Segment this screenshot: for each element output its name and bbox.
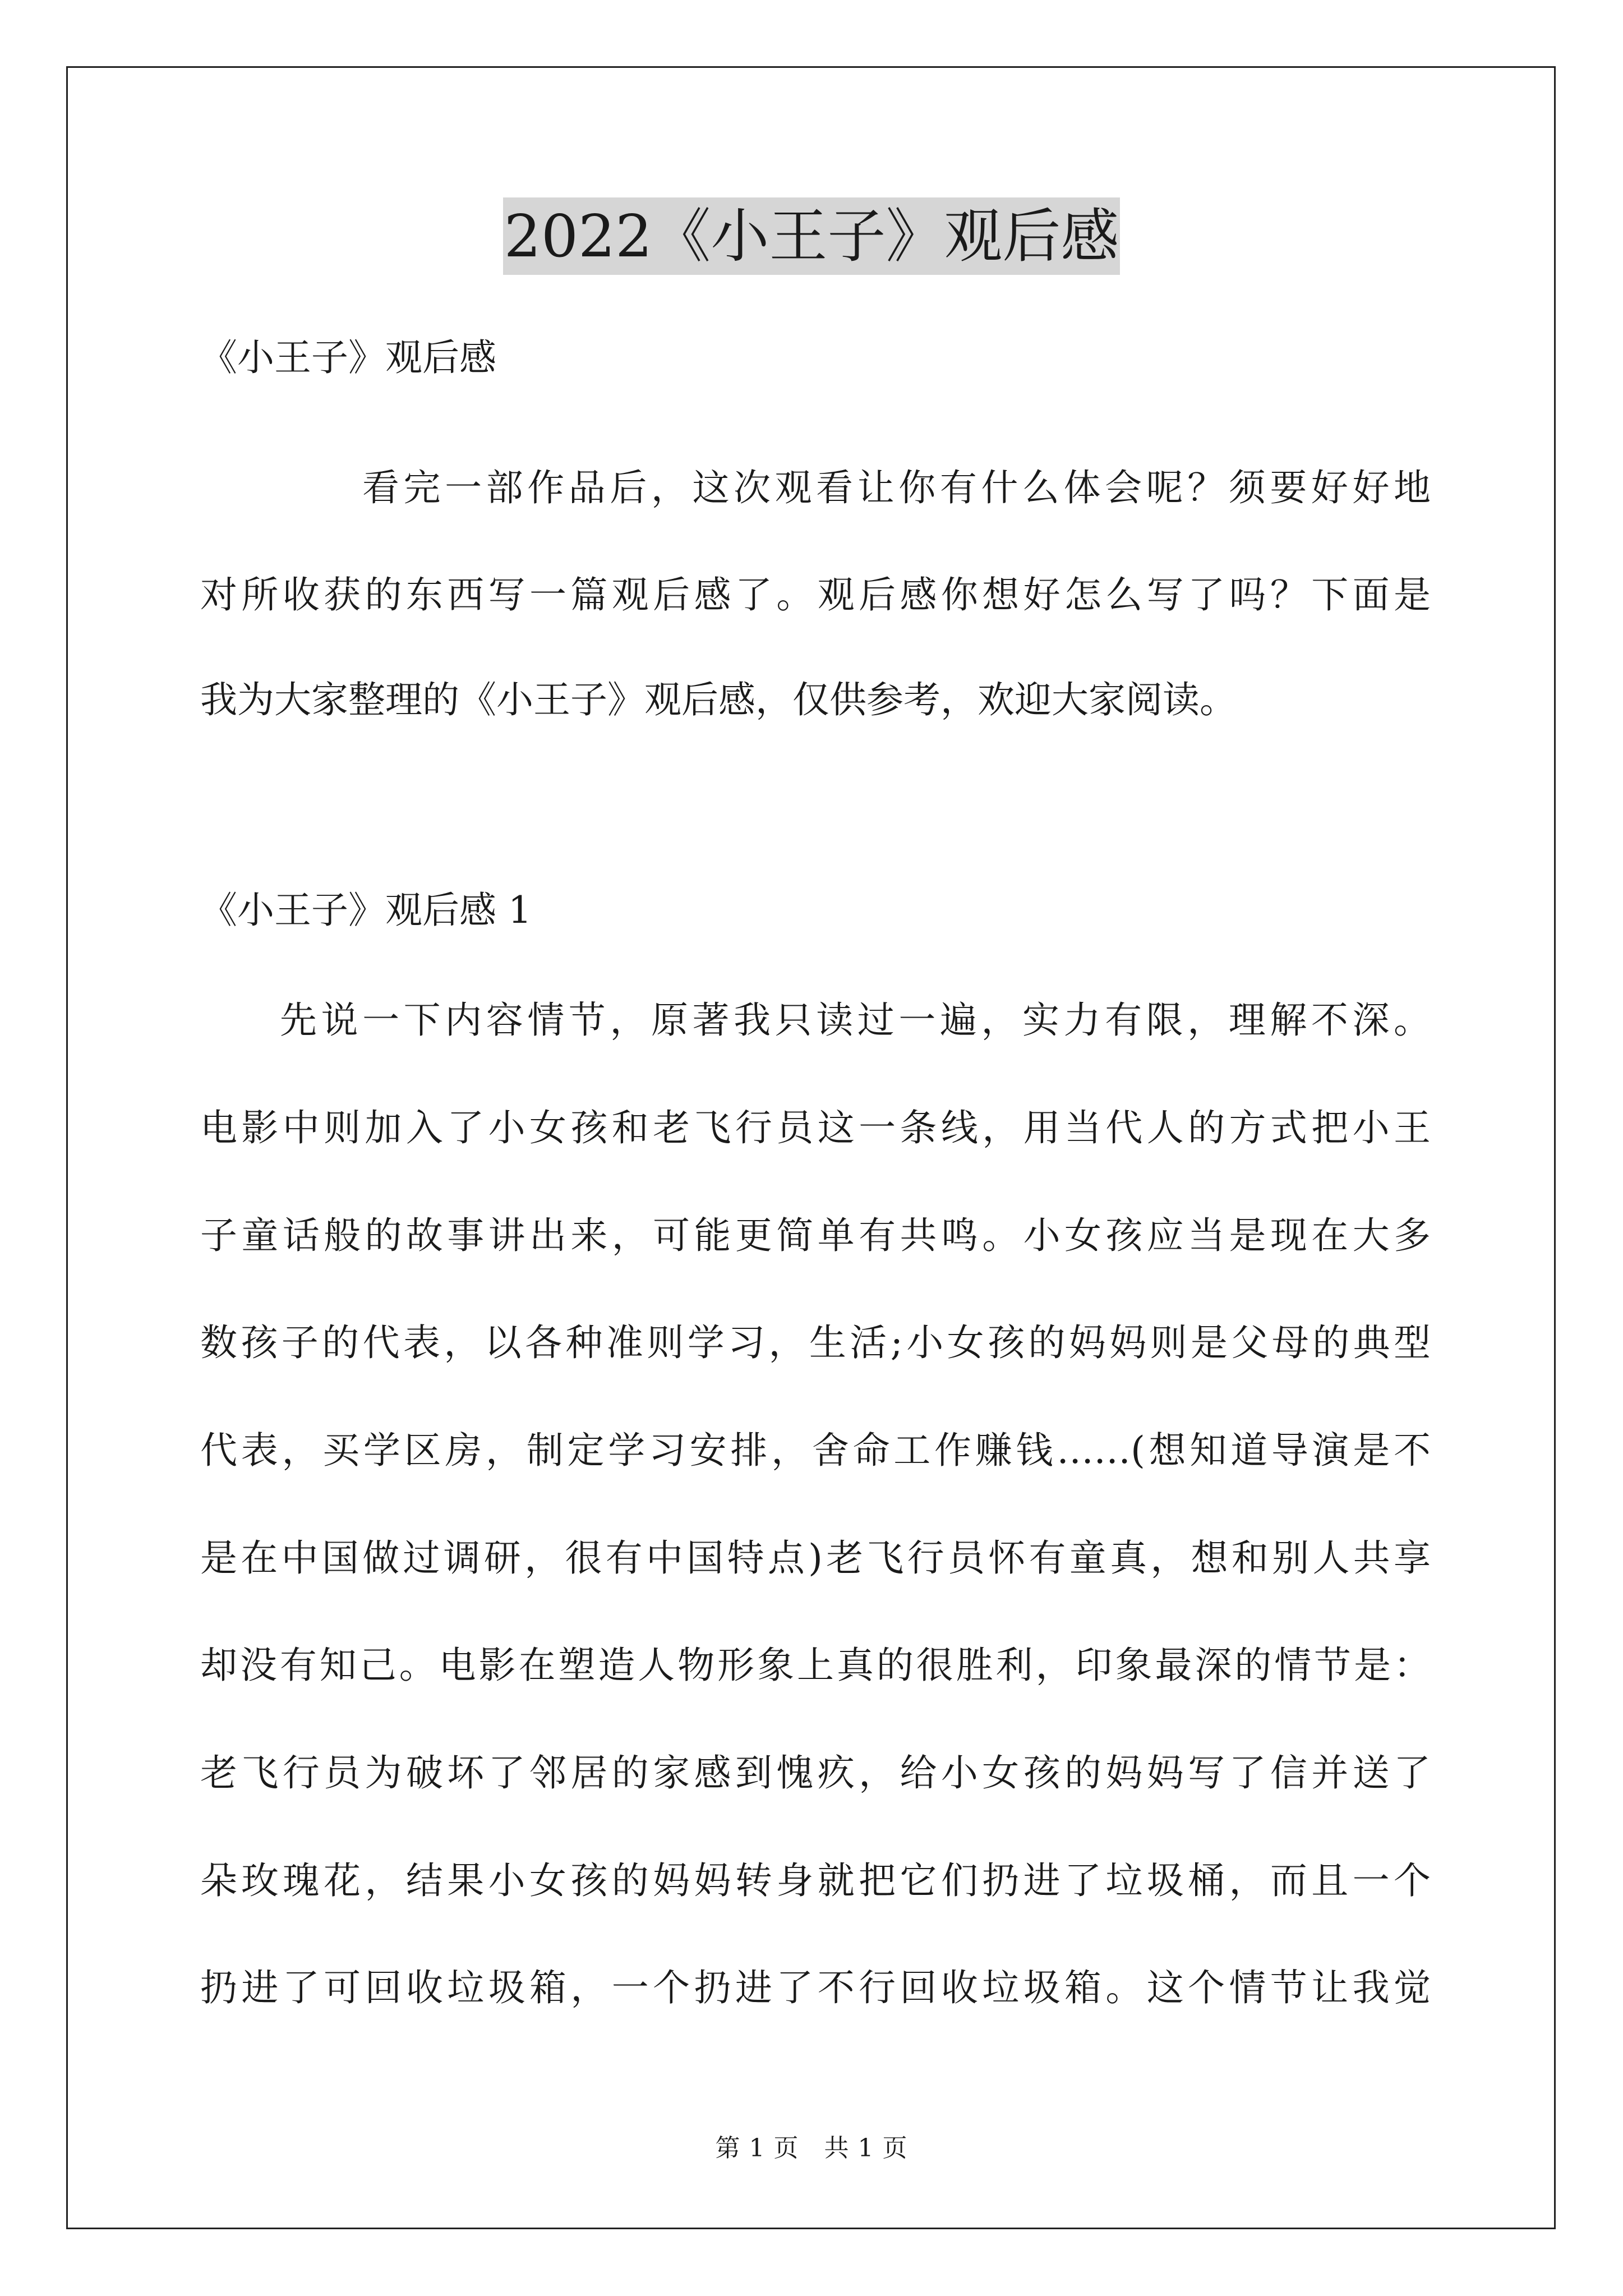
body-line-9: 朵玫瑰花，结果小女孩的妈妈转身就把它们扔进了垃圾桶，而且一个 (200, 1859, 1431, 1902)
intro-line-2: 对所收获的东西写一篇观后感了。观后感你想好怎么写了吗？下面是 (200, 573, 1431, 616)
document-title: 2022《小王子》观后感 (503, 197, 1121, 275)
body-line-6: 是在中国做过调研，很有中国特点)老飞行员怀有童真，想和别人共享 (200, 1536, 1431, 1580)
intro-line-3: 我为大家整理的《小王子》观后感，仅供参考，欢迎大家阅读。 (200, 678, 1237, 721)
title-wrapper (0, 197, 1623, 275)
page-footer: 第 1 页 共 1 页 (715, 2134, 908, 2162)
body-line-1: 先说一下内容情节，原著我只读过一遍，实力有限，理解不深。 (280, 999, 1431, 1042)
section-heading: 《小王子》观后感 1 (200, 889, 532, 932)
intro-line-1: 看完一部作品后，这次观看让你有什么体会呢？须要好好地 (362, 466, 1431, 509)
body-line-2: 电影中则加入了小女孩和老飞行员这一条线，用当代人的方式把小王 (200, 1106, 1431, 1149)
subtitle: 《小王子》观后感 (200, 336, 496, 379)
body-line-8: 老飞行员为破坏了邻居的家感到愧疚，给小女孩的妈妈写了信并送了 (200, 1751, 1431, 1795)
body-line-10: 扔进了可回收垃圾箱，一个扔进了不行回收垃圾箱。这个情节让我觉 (200, 1966, 1431, 2009)
body-line-7: 却没有知己。电影在塑造人物形象上真的很胜利，印象最深的情节是： (200, 1644, 1431, 1687)
body-line-4: 数孩子的代表，以各种准则学习，生活;小女孩的妈妈则是父母的典型 (200, 1321, 1431, 1364)
body-line-5: 代表，买学区房，制定学习安排，舍命工作赚钱……(想知道导演是不 (200, 1429, 1431, 1472)
body-line-3: 子童话般的故事讲出来，可能更简单有共鸣。小女孩应当是现在大多 (200, 1214, 1431, 1257)
